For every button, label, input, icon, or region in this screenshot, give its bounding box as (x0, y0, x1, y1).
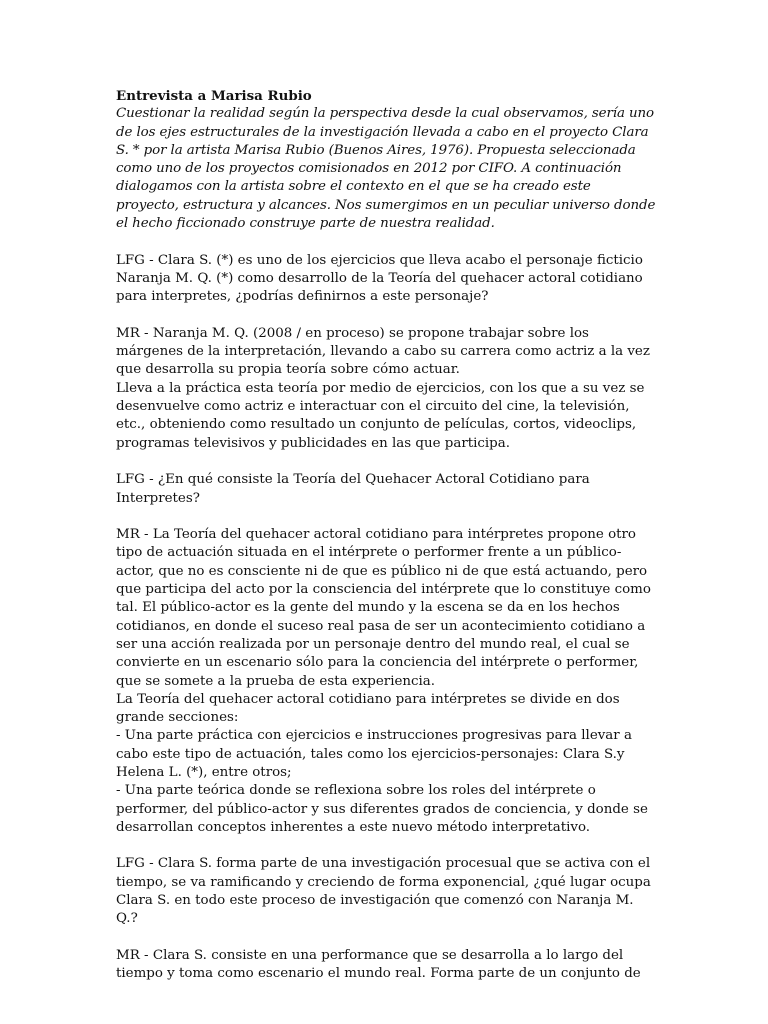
answer-2-list-item-2: - Una parte teórica donde se reflexiona sobre los roles del intérprete o performer, del público-actor y sus diferentes grados de conciencia, y donde se desarrollan conceptos inherentes a este nuevo método interpretativo. (116, 783, 648, 835)
answer-1-paragraph-2: Lleva a la práctica esta teoría por medio de ejercicios, con los que a su vez se desenvuelve como actriz e interactuar con el circuito del cine, la televisión, etc., obteniendo como resultado un conjunto de películas, cortos, videoclips, programas televisivos y publicidades en las que participa. (116, 380, 645, 451)
answer-3-block (116, 947, 656, 984)
answer-2-block (116, 526, 656, 837)
question-1-block (116, 252, 656, 307)
answer-2-list-item-1: - Una parte práctica con ejercicios e instrucciones progresivas para llevar a cabo este tipo de actuación, tales como los ejercicios-personajes: Clara S.y Helena L. (*), entre otros; (116, 728, 632, 780)
question-1: LFG - Clara S. (*) es uno de los ejercicios que lleva acabo el personaje ficticio Naranja M. Q. (*) como desarrollo de la Teoría del quehacer actoral cotidiano para interpretes, ¿podrías definirnos a este personaje? (116, 252, 643, 305)
question-3: LFG - Clara S. forma parte de una investigación procesual que se activa con el tiempo, se va ramificando y creciendo de forma exponencial, ¿qué lugar ocupa Clara S. en todo este proceso de investigación que comenzó con Naranja M. Q.? (116, 856, 651, 927)
answer-1-block (116, 325, 656, 453)
question-3-block (116, 855, 656, 928)
document-body (116, 87, 656, 984)
answer-1-paragraph-1: MR - Naranja M. Q. (2008 / en proceso) se propone trabajar sobre los márgenes de la interpretación, llevando a cabo su carrera como actriz a la vez que desarrolla su propia teoría sobre cómo actuar. (116, 325, 650, 378)
answer-2-paragraph-2: La Teoría del quehacer actoral cotidiano para intérpretes se divide en dos grande secciones: (116, 691, 620, 726)
question-2: LFG - ¿En qué consiste la Teoría del Quehacer Actoral Cotidiano para Interpretes? (116, 472, 590, 506)
answer-3-paragraph-1: MR - Clara S. consiste en una performance que se desarrolla a lo largo del tiempo y toma como escenario el mundo real. Forma parte de un conjunto de (116, 947, 641, 982)
answer-2-paragraph-1: MR - La Teoría del quehacer actoral cotidiano para intérpretes propone otro tipo de actuación situada en el intérprete o performer frente a un público-actor, que no es consciente ni de que es público ni de que está actuando, pero que participa del acto por la consciencia del intérprete que lo constituye como tal. El público-actor es la gente del mundo y la escena se da en los hechos cotidianos, en donde el suceso real pasa de ser un acontecimiento cotidiano a ser una acción realizada por un personaje dentro del mundo real, el cual se convierte en un escenario sólo para la conciencia del intérprete o performer, que se somete a la prueba de esta experiencia. (116, 527, 651, 689)
intro-paragraph: Cuestionar la realidad según la perspectiva desde la cual observamos, sería uno de los ejes estructurales de la investigación llevada a cabo en el proyecto Clara S. * por la artista Marisa Rubio (Buenos Aires, 1976). Propuesta seleccionada como uno de los proyectos comisionados en 2012 por CIFO. A continuación dialogamos con la artista sobre el contexto en el que se ha creado este proyecto, estructura y alcances. Nos sumergimos en un peculiar universo donde el hecho ficcionado construye parte de nuestra realidad. (116, 106, 656, 232)
document-title: Entrevista a Marisa Rubio (116, 88, 312, 104)
question-2-block (116, 471, 656, 508)
